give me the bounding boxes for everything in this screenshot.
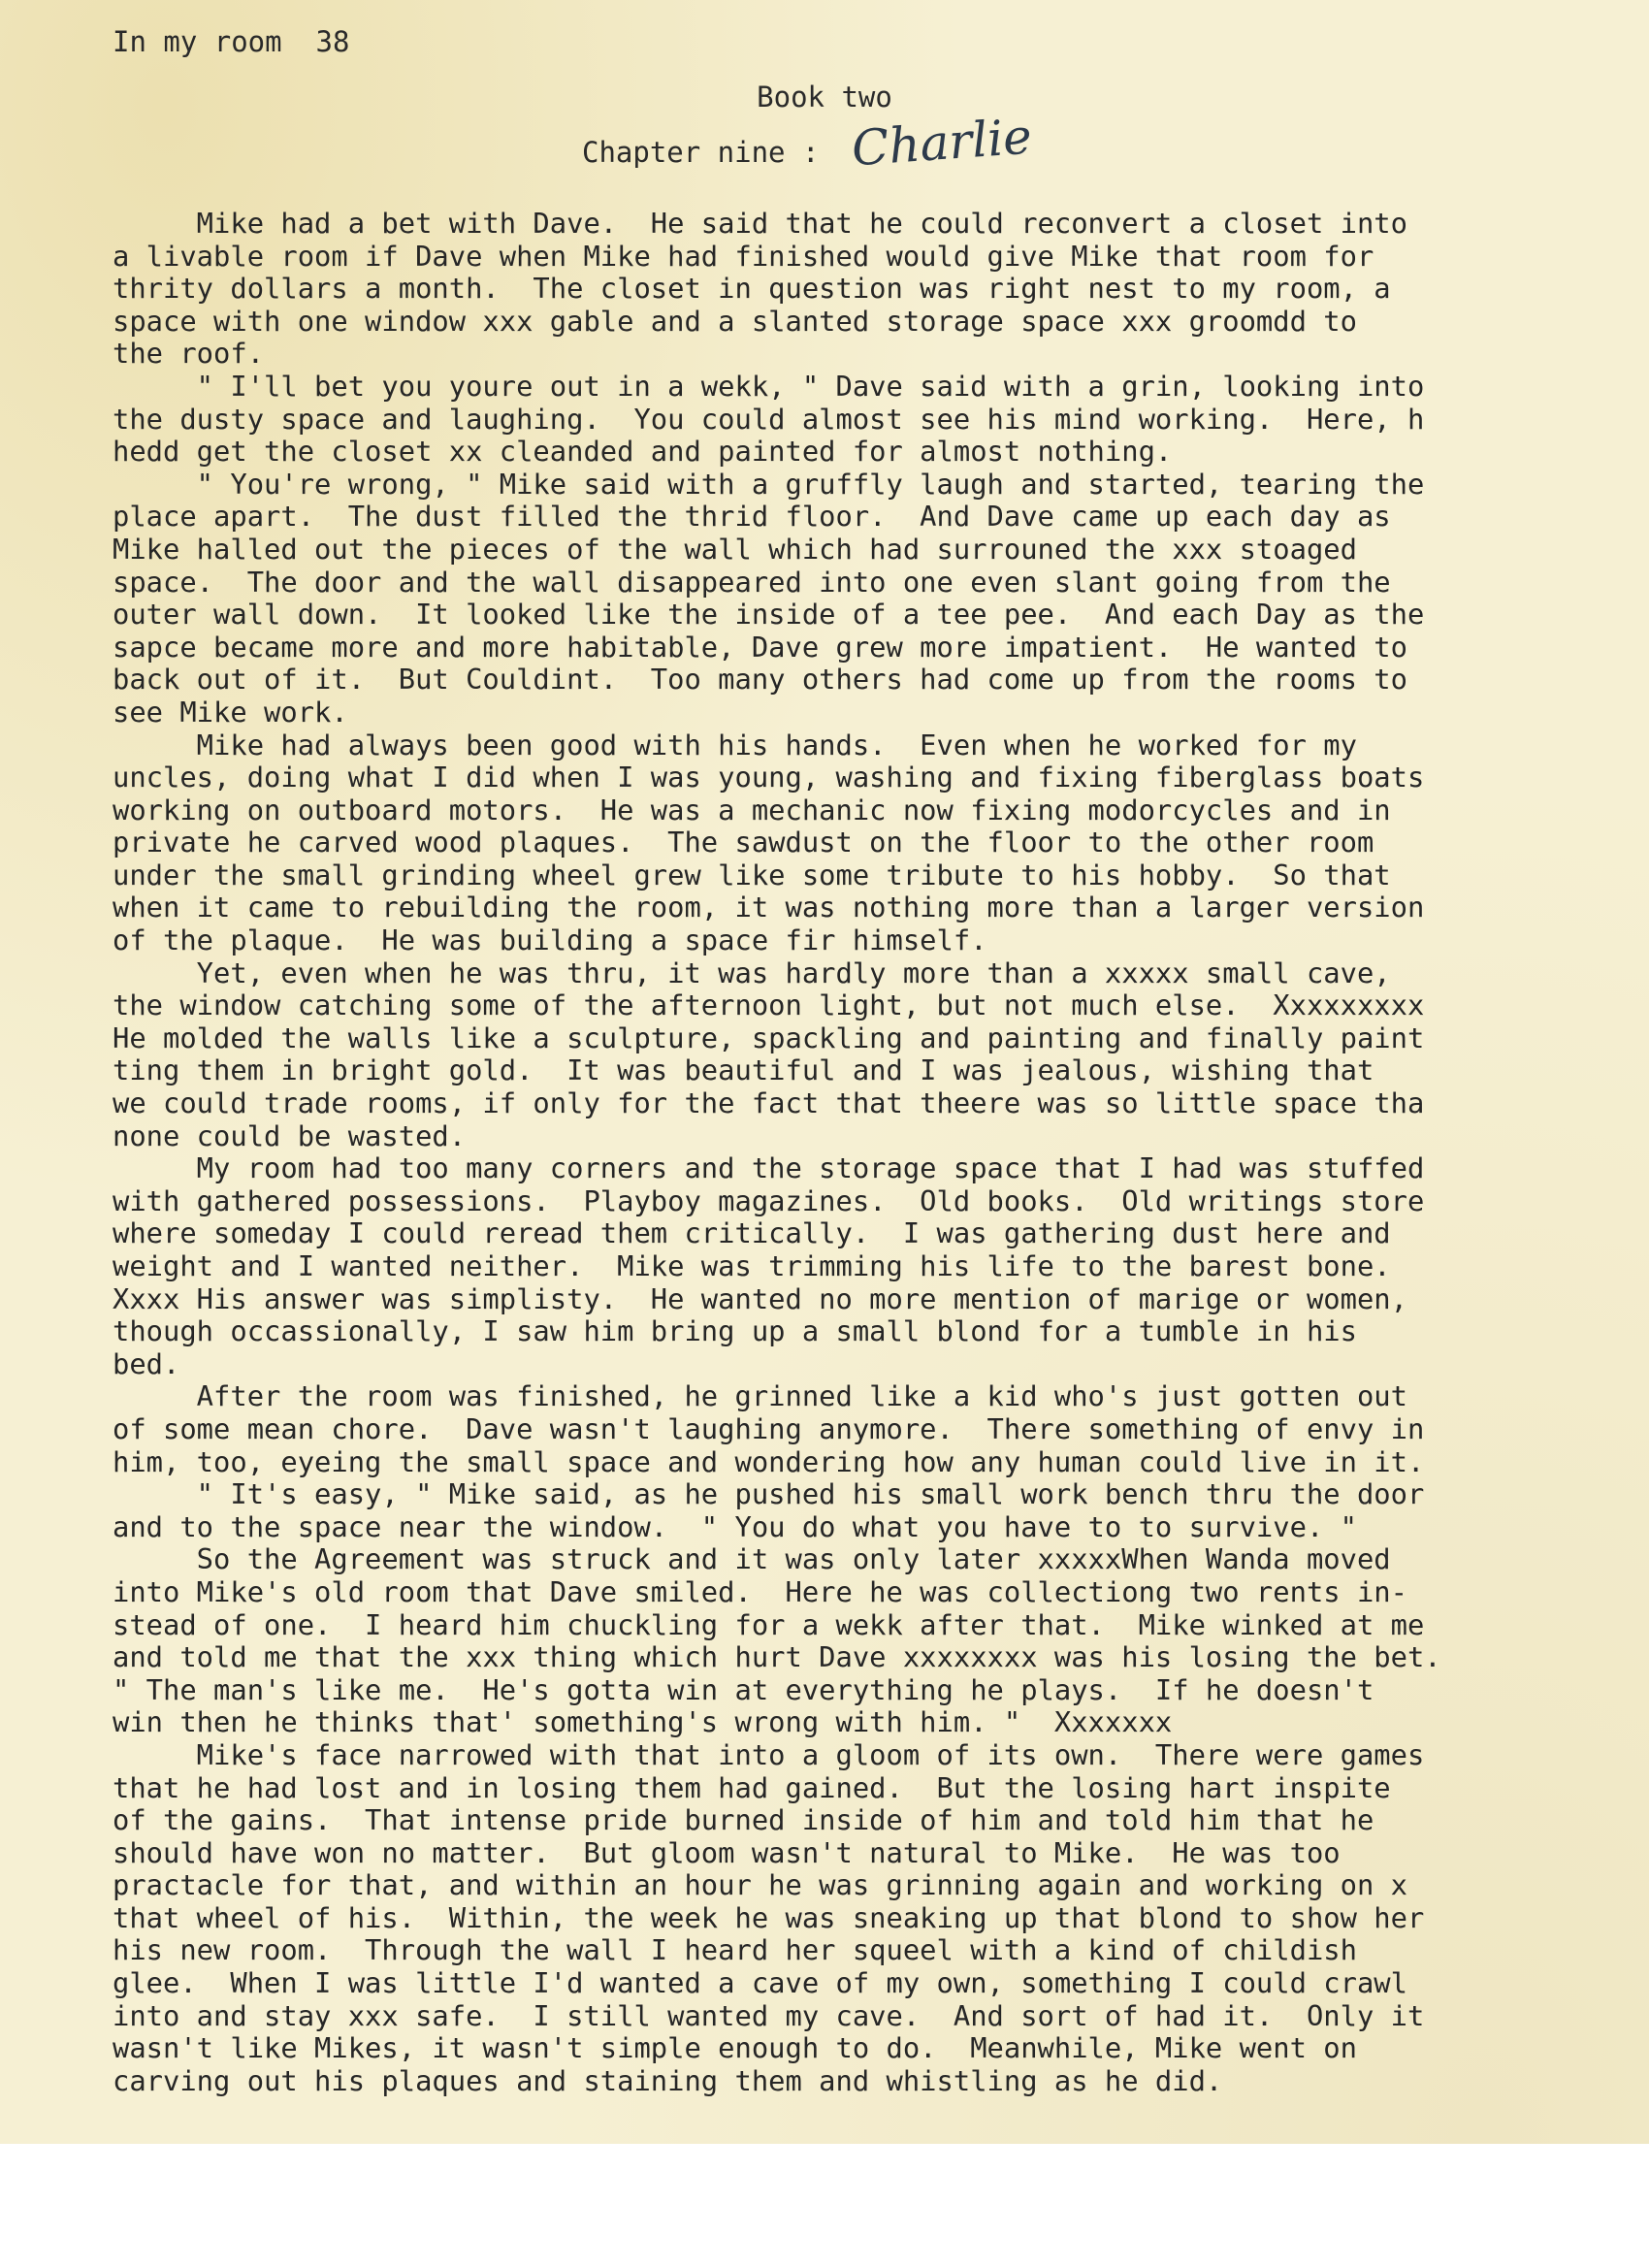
text-line: Mike had a bet with Dave. He said that he could reconvert a closet into xyxy=(113,207,1407,240)
text-line: stead of one. I heard him chuckling for a wekk after that. Mike winked at me xyxy=(113,1607,1425,1641)
chapter-title: Chapter nine : xyxy=(582,136,820,169)
text-line: a livable room if Dave when Mike had finished would give Mike that room for xyxy=(113,239,1374,273)
text-line: under the small grinding wheel grew like some tribute to his hobby. So that xyxy=(113,858,1391,891)
text-line: hedd get the closet xx cleanded and painted for almost nothing. xyxy=(113,435,1173,469)
text-line: " You're wrong, " Mike said with a gruffly laugh and started, tearing the xyxy=(113,467,1425,501)
handwritten-note: Charlie xyxy=(850,108,1034,178)
manuscript-body xyxy=(113,208,1645,2097)
text-line: into Mike's old room that Dave smiled. Here he was collectiong two rents in- xyxy=(113,1574,1407,1608)
text-line: bed. xyxy=(113,1346,180,1380)
text-line: Mike had always been good with his hands. Even when he worked for my xyxy=(113,728,1357,761)
text-line: He molded the walls like a sculpture, spackling and painting and finally paint xyxy=(113,1021,1425,1054)
text-line: him, too, eyeing the small space and wondering how any human could live in it. xyxy=(113,1444,1425,1478)
text-line: space with one window xxx gable and a slanted storage space xxx groomdd to xyxy=(113,304,1357,338)
text-line: the roof. xyxy=(113,337,265,371)
text-line: into and stay xxx safe. I still wanted my cave. And sort of had it. Only it xyxy=(113,1998,1425,2032)
text-line: back out of it. But Couldint. Too many others had come up from the rooms to xyxy=(113,663,1407,697)
text-line: Xxxx His answer was simplisty. He wanted no more mention of marige or women, xyxy=(113,1281,1407,1315)
text-line: the window catching some of the afternoon light, but not much else. Xxxxxxxxx xyxy=(113,988,1425,1022)
text-line: " It's easy, " Mike said, as he pushed his small work bench thru the door xyxy=(113,1477,1425,1511)
text-line: see Mike work. xyxy=(113,695,348,729)
text-line: when it came to rebuilding the room, it was nothing more than a larger version xyxy=(113,891,1425,924)
text-line: space. The door and the wall disappeared into one even slant going from the xyxy=(113,565,1391,599)
text-line: My room had too many corners and the storage space that I had was stuffed xyxy=(113,1151,1425,1185)
text-line: uncles, doing what I did when I was young, washing and fixing fiberglass boats xyxy=(113,761,1425,794)
text-line: wasn't like Mikes, it wasn't simple enough to do. Meanwhile, Mike went on xyxy=(113,2031,1357,2065)
book-title: Book two xyxy=(757,81,892,113)
text-line: glee. When I was little I'd wanted a cave of my own, something I could crawl xyxy=(113,1966,1407,2000)
text-line: " I'll bet you youre out in a wekk, " Dave said with a grin, looking into xyxy=(113,369,1425,403)
text-line: of the gains. That intense pride burned inside of him and told him that he xyxy=(113,1803,1374,1837)
text-line: sapce became more and more habitable, Dave grew more impatient. He wanted to xyxy=(113,630,1407,664)
text-line: Mike halled out the pieces of the wall which had surrouned the xxx stoaged xyxy=(113,532,1357,566)
text-line: thrity dollars a month. The closet in question was right nest to my room, a xyxy=(113,272,1391,306)
text-line: though occassionally, I saw him bring up a small blond for a tumble in his xyxy=(113,1314,1357,1348)
text-line: working on outboard motors. He was a mechanic now fixing modorcycles and in xyxy=(113,793,1391,826)
text-line: of the plaque. He was building a space fir himself. xyxy=(113,923,987,957)
text-line: win then he thinks that' something's wrong with him. " Xxxxxxx xyxy=(113,1705,1173,1739)
text-line: where someday I could reread them critically. I was gathering dust here and xyxy=(113,1216,1391,1250)
text-line: practacle for that, and within an hour he was grinning again and working on x xyxy=(113,1868,1407,1902)
text-line: the dusty space and laughing. You could almost see his mind working. Here, h xyxy=(113,402,1425,436)
text-line: carving out his plaques and staining them and whistling as he did. xyxy=(113,2063,1223,2097)
text-line: none could be wasted. xyxy=(113,1118,467,1152)
text-line: private he carved wood plaques. The sawdust on the floor to the other room xyxy=(113,826,1374,859)
text-line: of some mean chore. Dave wasn't laughing anymore. There something of envy in xyxy=(113,1411,1425,1445)
text-line: and told me that the xxx thing which hurt Dave xxxxxxxx was his losing the bet. xyxy=(113,1640,1441,1674)
text-line: and to the space near the window. " You do what you have to to survive. " xyxy=(113,1509,1357,1543)
text-line: with gathered possessions. Playboy magazines. Old books. Old writings store xyxy=(113,1183,1425,1217)
text-line: Yet, even when he was thru, it was hardly more than a xxxxx small cave, xyxy=(113,956,1391,989)
text-line: outer wall down. It looked like the inside of a tee pee. And each Day as the xyxy=(113,598,1425,632)
text-line: So the Agreement was struck and it was only later xxxxxWhen Wanda moved xyxy=(113,1542,1391,1576)
text-line: " The man's like me. He's gotta win at everything he plays. If he doesn't xyxy=(113,1672,1374,1706)
text-line: that wheel of his. Within, the week he was sneaking up that blond to show her xyxy=(113,1900,1425,1934)
text-line: Mike's face narrowed with that into a gloom of its own. There were games xyxy=(113,1737,1425,1771)
text-line: his new room. Through the wall I heard her squeel with a kind of childish xyxy=(113,1933,1357,1967)
running-head: In my room 38 xyxy=(113,25,350,58)
text-line: we could trade rooms, if only for the fact that theere was so little space tha xyxy=(113,1086,1425,1120)
text-line: place apart. The dust filled the thrid floor. And Dave came up each day as xyxy=(113,500,1391,534)
text-line: should have won no matter. But gloom wasn't natural to Mike. He was too xyxy=(113,1835,1341,1869)
text-line: ting them in bright gold. It was beautiful and I was jealous, wishing that xyxy=(113,1053,1374,1087)
text-line: weight and I wanted neither. Mike was trimming his life to the barest bone. xyxy=(113,1249,1391,1282)
text-line: that he had lost and in losing them had gained. But the losing hart inspite xyxy=(113,1770,1391,1804)
text-line: After the room was finished, he grinned like a kid who's just gotten out xyxy=(113,1379,1407,1413)
